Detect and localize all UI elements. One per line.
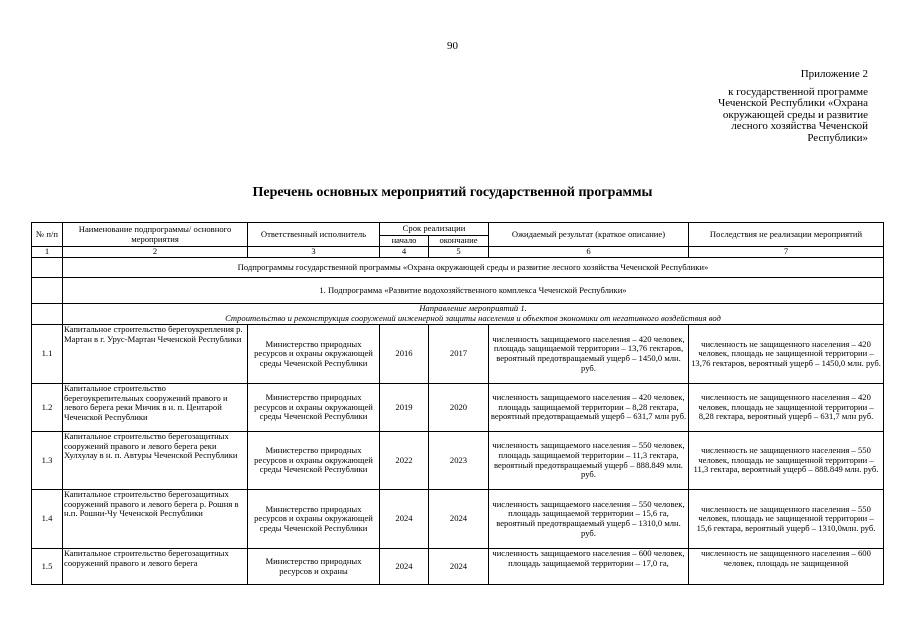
- row-num: 1.5: [32, 549, 63, 585]
- row-start: 2024: [380, 549, 429, 585]
- row-result: численность защищаемого населения – 550 человек, площадь защищаемой территории – 11,3 гектара, вероятный предотвращаемый ущерб – 888.849 млн. руб.: [489, 432, 689, 490]
- header-consequences: Последствия не реализации мероприятий: [689, 223, 884, 247]
- row-start: 2022: [380, 432, 429, 490]
- header-num: № п/п: [32, 223, 63, 247]
- row-name: Капитальное строительство берегоукрепительных сооружений правого и левого берега реки Мичик в н. п. Центарой Чеченской Республики: [63, 384, 248, 432]
- row-end: 2017: [429, 325, 489, 384]
- row-result: численность защищаемого населения – 550 человек, площадь защищаемой территории – 15,6 га, вероятный предотвращаемый ущерб – 1310,0 млн. руб.: [489, 490, 689, 549]
- row-end: 2023: [429, 432, 489, 490]
- column-numbers-row: [32, 247, 884, 258]
- empty-cell: [32, 278, 63, 304]
- header-period: Срок реализации: [380, 223, 489, 236]
- row-name: Капитальное строительство берегозащитных сооружений правого и левого берега реки Хулхулау в н. п. Автуры Чеченской Республики: [63, 432, 248, 490]
- row-executor: Министерство природных ресурсов и охраны: [248, 549, 380, 585]
- document-title: Перечень основных мероприятий государственной программы: [252, 185, 653, 200]
- row-executor: Министерство природных ресурсов и охраны окружающей среды Чеченской Республики: [248, 490, 380, 549]
- appendix-line: к государственной программе: [728, 85, 868, 98]
- empty-cell: [32, 304, 63, 325]
- empty-cell: [32, 258, 63, 278]
- row-consequences: численность не защищенного населения – 550 человек, площадь не защищенной территории – 11,3 гектара, вероятный ущерб – 888.849 млн. руб.: [689, 432, 884, 490]
- appendix-title: Приложение 2: [800, 68, 868, 80]
- direction-cell: [63, 304, 884, 325]
- row-end: 2024: [429, 549, 489, 585]
- row-executor: Министерство природных ресурсов и охраны окружающей среды Чеченской Республики: [248, 325, 380, 384]
- table-row: [32, 490, 884, 549]
- subprogram-title: 1. Подпрограмма «Развитие водохозяйственного комплекса Чеченской Республики»: [63, 278, 884, 304]
- appendix-block: [600, 69, 868, 144]
- row-start: 2024: [380, 490, 429, 549]
- row-result: численность защищаемого населения – 420 человек, площадь защищаемой территории – 13,76 гектаров, вероятный предотвращаемый ущерб – 1450,0 млн. руб.: [489, 325, 689, 384]
- direction-description: Строительство и реконструкция сооружений инженерной защиты населения и объектов экономики от негативного воздействия вод: [225, 313, 721, 323]
- table-row: [32, 325, 884, 384]
- header-executor: Ответственный исполнитель: [248, 223, 380, 247]
- row-consequences: численность не защищенного населения – 420 человек, площадь не защищенной территории – 13,76 гектаров, вероятный ущерб – 1450,0 млн. руб.: [689, 325, 884, 384]
- column-number: 3: [248, 247, 380, 258]
- row-num: 1.3: [32, 432, 63, 490]
- column-number: 4: [380, 247, 429, 258]
- table-row: [32, 384, 884, 432]
- appendix-line: Республики»: [807, 131, 868, 144]
- row-consequences: численность не защищенного населения – 550 человек, площадь не защищенной территории – 15,6 гектара, вероятный ущерб – 1310,0млн. руб.: [689, 490, 884, 549]
- appendix-line: окружающей среды и развитие: [722, 108, 868, 121]
- column-number: 1: [32, 247, 63, 258]
- header-name: Наименование подпрограммы/ основного мероприятия: [63, 223, 248, 247]
- table-row: [32, 432, 884, 490]
- appendix-line: Чеченской Республики «Охрана: [718, 97, 868, 109]
- direction-heading: Направление мероприятий 1.: [419, 303, 527, 314]
- row-end: 2020: [429, 384, 489, 432]
- column-number: 6: [489, 247, 689, 258]
- row-name: Капитальное строительство берегозащитных сооружений правого и левого берега р. Рошня в н.п. Рошни-Чу Чеченской Республики: [63, 490, 248, 549]
- row-num: 1.1: [32, 325, 63, 384]
- row-result: численность защищаемого населения – 600 человек, площадь защищаемой территории – 17,0 га,: [489, 549, 689, 585]
- row-executor: Министерство природных ресурсов и охраны окружающей среды Чеченской Республики: [248, 432, 380, 490]
- row-result: численность защищаемого населения – 420 человек, площадь защищаемой территории – 8,28 гектара, вероятный предотвращаемый ущерб – 631,7 млн руб.: [489, 384, 689, 432]
- row-name: Капитальное строительство берегоукрепления р. Мартан в г. Урус-Мартан Чеченской Республики: [63, 325, 248, 384]
- header-end: окончание: [429, 236, 489, 247]
- column-number: 2: [63, 247, 248, 258]
- table-row: [32, 549, 884, 585]
- row-consequences: численность не защищенного населения – 420 человек, площадь не защищенной территории – 8,28 гектара, вероятный ущерб – 631,7 млн руб.: [689, 384, 884, 432]
- header-result: Ожидаемый результат (краткое описание): [489, 223, 689, 247]
- column-number: 5: [429, 247, 489, 258]
- row-start: 2019: [380, 384, 429, 432]
- row-start: 2016: [380, 325, 429, 384]
- row-end: 2024: [429, 490, 489, 549]
- header-start: начало: [380, 236, 429, 247]
- row-name: Капитальное строительство берегозащитных сооружений правого и левого берега: [63, 549, 248, 585]
- row-num: 1.4: [32, 490, 63, 549]
- row-consequences: численность не защищенного населения – 600 человек, площадь не защищенной: [689, 549, 884, 585]
- row-num: 1.2: [32, 384, 63, 432]
- column-number: 7: [689, 247, 884, 258]
- measures-table: [31, 222, 884, 585]
- row-executor: Министерство природных ресурсов и охраны окружающей среды Чеченской Республики: [248, 384, 380, 432]
- section-title: Подпрограммы государственной программы «Охрана окружающей среды и развитие лесного хозяйства Чеченской Республики»: [63, 258, 884, 278]
- page-number: 90: [447, 40, 458, 52]
- appendix-line: лесного хозяйства Чеченской: [731, 120, 868, 132]
